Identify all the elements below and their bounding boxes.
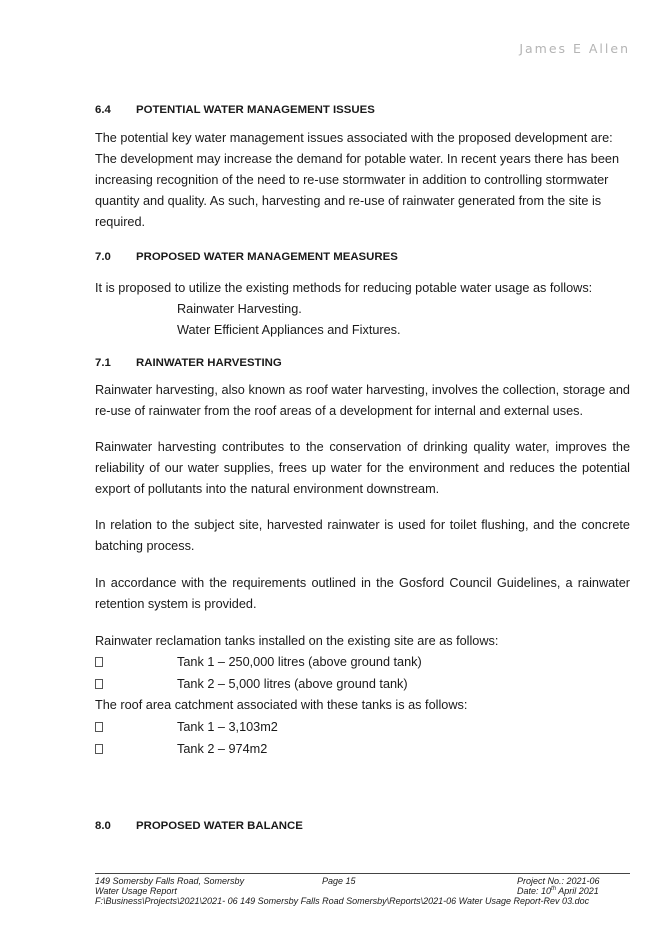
section-7-1-heading [95, 357, 282, 369]
footer-file-path: F:\Business\Projects\2021\2021- 06 149 Somersby Falls Road Somersby\Reports\2021-06 Water Usage Report-Rev 03.doc [95, 896, 590, 906]
measure-item: Rainwater Harvesting. [177, 302, 302, 316]
roof-item: Tank 1 – 3,103m2 [177, 720, 278, 734]
footer-date-suffix: April 2021 [556, 886, 599, 896]
footer-project-number: Project No.: 2021-06 [517, 876, 600, 886]
footer-page-number: Page 15 [322, 876, 356, 886]
section-7-0-intro: It is proposed to utilize the existing methods for reducing potable water usage as follows: [95, 281, 593, 295]
footer-date-prefix: Date: 10 [517, 886, 552, 896]
footer-report-name: Water Usage Report [95, 886, 177, 896]
roof-item: Tank 2 – 974m2 [177, 742, 268, 756]
section-number: 7.0 [95, 251, 111, 263]
section-8-0-heading [95, 820, 303, 832]
footer-date-ordinal: th [551, 886, 557, 892]
section-title: POTENTIAL WATER MANAGEMENT ISSUES [136, 104, 375, 116]
tank-item: Tank 2 – 5,000 litres (above ground tank) [177, 677, 408, 691]
square-bullet-icon [95, 722, 103, 732]
section-7-1-paragraph: Rainwater harvesting, also known as roof water harvesting, involves the collection, storage and re-use of rainwater from the roof areas of a development for internal and external uses. [95, 383, 630, 418]
measure-item: Water Efficient Appliances and Fixtures. [177, 323, 401, 337]
section-number: 6.4 [95, 104, 111, 116]
square-bullet-icon [95, 657, 103, 667]
footer-date [517, 886, 599, 896]
section-title: RAINWATER HARVESTING [136, 357, 282, 369]
roof-intro: The roof area catchment associated with these tanks is as follows: [95, 698, 468, 712]
company-brand: James E Allen [519, 41, 630, 56]
section-7-0-heading [95, 251, 398, 263]
section-number: 8.0 [95, 820, 111, 832]
tank-item: Tank 1 – 250,000 litres (above ground tank) [177, 655, 422, 669]
section-title: PROPOSED WATER MANAGEMENT MEASURES [136, 251, 398, 263]
footer-address: 149 Somersby Falls Road, Somersby [95, 876, 245, 886]
tanks-intro: Rainwater reclamation tanks installed on the existing site are as follows: [95, 634, 499, 648]
section-6-4-paragraph: The potential key water management issues associated with the proposed development are: The development may increase the demand for potable water. In recent years there has been increasing recognition of the need to re-use stormwater in addition to controlling stormwater quantity and quality. As such, harvesting and re-use of rainwater generated from the site is required. [95, 131, 620, 229]
square-bullet-icon [95, 679, 103, 689]
section-number: 7.1 [95, 357, 111, 369]
section-6-4-heading [95, 104, 375, 116]
section-7-1-paragraph: In relation to the subject site, harvested rainwater is used for toilet flushing, and the concrete batching process. [95, 518, 630, 553]
footer-divider [95, 873, 630, 874]
section-7-1-paragraph: In accordance with the requirements outlined in the Gosford Council Guidelines, a rainwater retention system is provided. [95, 576, 630, 611]
section-7-1-paragraph: Rainwater harvesting contributes to the conservation of drinking quality water, improves the reliability of our water supplies, frees up water for the environment and reduces the potential export of pollutants into the natural environment downstream. [95, 440, 630, 496]
square-bullet-icon [95, 744, 103, 754]
section-title: PROPOSED WATER BALANCE [136, 820, 303, 832]
